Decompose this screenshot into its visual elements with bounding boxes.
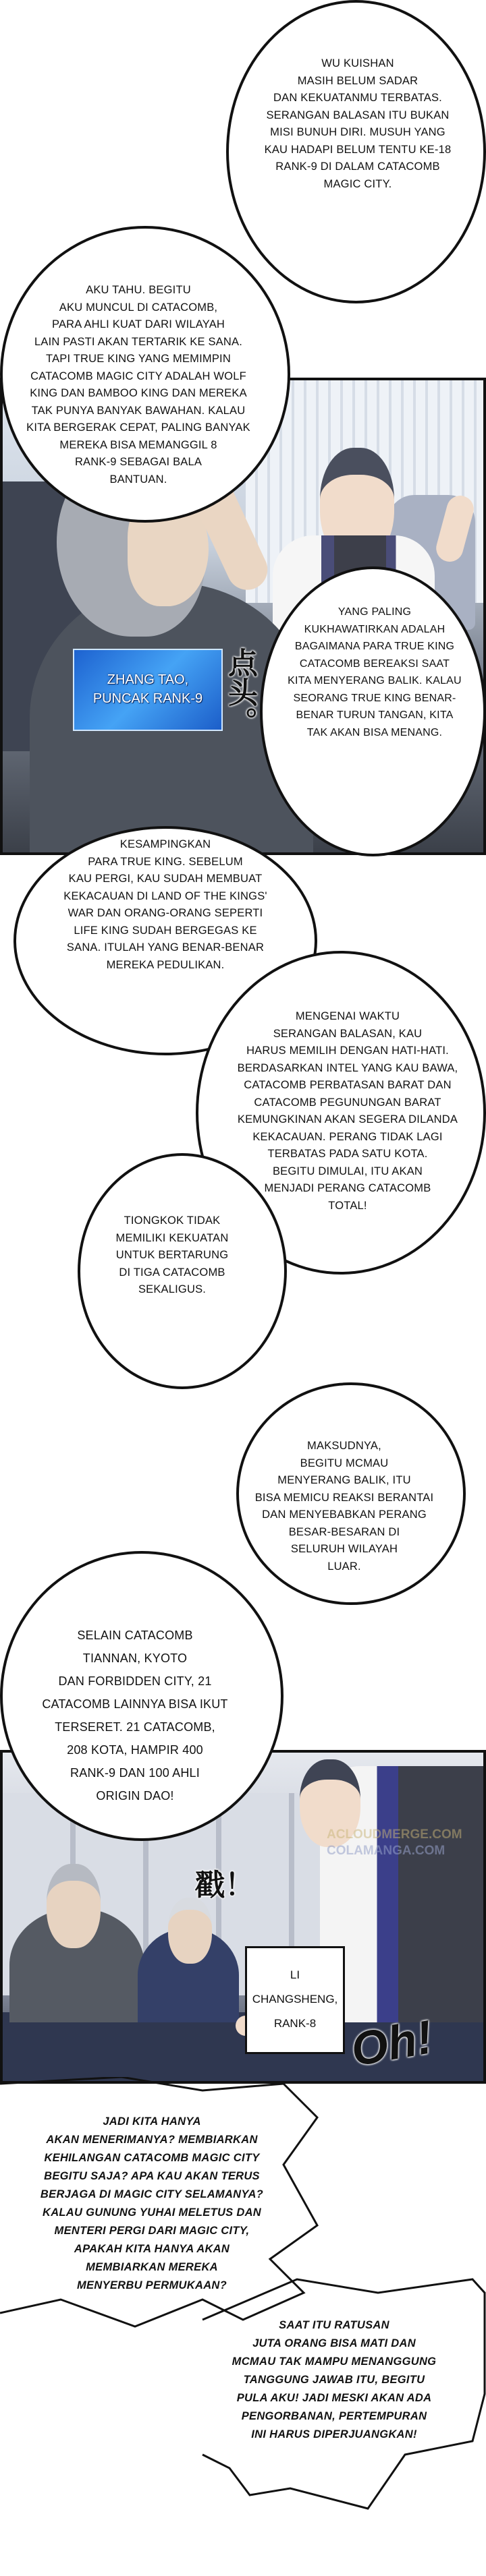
caption-li-changsheng bbox=[245, 1946, 345, 2054]
speech-text-aku-tahu: AKU TAHU. BEGITU AKU MUNCUL DI CATACOMB, PARA AHLI KUAT DARI WILAYAH LAIN PASTI AKAN TERTARIK KE SANA. TAPI TRUE KING YANG MEMIMPIN CATACOMB MAGIC CITY ADALAH WOLF KING DAN BAMBOO KING DAN MEREKA TAK PUNYA BANYAK BAWAHAN. KALAU KITA BERGERAK CEPAT, PALING BANYAK MEREKA BISA MEMANGGIL 8 RANK-9 SEBAGAI BALA BANTUAN. bbox=[26, 284, 250, 486]
speech-text-wu-kuishan: WU KUISHAN MASIH BELUM SADAR DAN KEKUATANMU TERBATAS. SERANGAN BALASAN ITU BUKAN MISI BUNUH DIRI. MUSUH YANG KAU HADAPI BELUM TENTU KE-18 RANK-9 DI DALAM CATACOMB MAGIC CITY. bbox=[264, 57, 452, 190]
gray-hair-man-head bbox=[47, 1864, 101, 1948]
sfx-oh: Oh! bbox=[347, 2010, 437, 2076]
speech-text-kesampingkan: KESAMPINGKAN PARA TRUE KING. SEBELUM KAU PERGI, KAU SUDAH MEMBUAT KEKACAUAN DI LAND OF THE KINGS' WAR DAN ORANG-ORANG SEPERTI LIFE KING SUDAH BERGEGAS KE SANA. ITULAH YANG BENAR-BENAR MEREKA PEDULIKAN. bbox=[63, 838, 267, 971]
li-changsheng-head bbox=[168, 1898, 212, 1964]
speech-text-selain: SELAIN CATACOMB TIANNAN, KYOTO DAN FORBIDDEN CITY, 21 CATACOMB LAINNYA BISA IKUT TERSERET. 21 CATACOMB, 208 KOTA, HAMPIR 400 RANK-9 DAN 100 AHLI ORIGIN DAO! bbox=[42, 1629, 228, 1803]
watermark bbox=[327, 1827, 475, 1859]
watermark-line-2: COLAMANGA.COM bbox=[327, 1844, 446, 1858]
speech-text-maksudnya: MAKSUDNYA, BEGITU MCMAU MENYERANG BALIK, ITU BISA MEMICU REAKSI BERANTAI DAN MENYEBABKAN PERANG BESAR-BESARAN DI SELURUH WILAYAH LUAR. bbox=[254, 1440, 434, 1573]
watermark-line-1: ACLOUDMERGE.COM bbox=[327, 1827, 462, 1842]
speech-text-saat-itu: SAAT ITU RATUSAN JUTA ORANG BISA MATI DAN MCMAU TAK MAMPU MENANGGUNG TANGGUNG JAWAB ITU, BEGITU PULA AKU! JADI MESKI AKAN ADA PENGORBANAN, PERTEMPURAN INI HARUS DIPERJUANGKAN! bbox=[232, 2319, 437, 2440]
speech-text-tiongkok: TIONGKOK TIDAK MEMILIKI KEKUATAN UNTUK BERTARUNG DI TIGA CATACOMB SEKALIGUS. bbox=[115, 1214, 229, 1295]
caption-li-changsheng-text: LI CHANGSHENG, RANK-8 bbox=[252, 1968, 338, 2030]
caption-zhang-tao bbox=[73, 649, 223, 731]
caption-zhang-tao-text: ZHANG TAO, PUNCAK RANK-9 bbox=[92, 672, 203, 706]
speech-text-jadi-kita: JADI KITA HANYA AKAN MENERIMANYA? MEMBIARKAN KEHILANGAN CATACOMB MAGIC CITY BEGITU SAJA? APA KAU AKAN TERUS BERJAGA DI MAGIC CITY SELAMANYA? KALAU GUNUNG YUHAI MELETUS DAN MENTERI PERGI DARI MAGIC CITY, APAKAH KITA HANYA AKAN MEMBIARKAN MEREKA MENYERBU PERMUKAAN? bbox=[40, 2115, 264, 2291]
sfx-poke: 戳！ bbox=[195, 1869, 254, 1902]
sfx-nod: 点头。 bbox=[223, 647, 256, 736]
speech-text-yang-paling: YANG PALING KUKHAWATIRKAN ADALAH BAGAIMANA PARA TRUE KING CATACOMB BEREAKSI SAAT KITA MENYERANG BALIK. KALAU SEORANG TRUE KING BENAR- BENAR TURUN TANGAN, KITA TAK AKAN BISA MENANG. bbox=[288, 606, 462, 738]
speech-text-mengenai-waktu: MENGENAI WAKTU SERANGAN BALASAN, KAU HARUS MEMILIH DENGAN HATI-HATI. BERDASARKAN INTEL YANG KAU BAWA, CATACOMB PERBATASAN BARAT DAN CATACOMB PEGUNUNGAN BARAT KEMUNGKINAN AKAN SEGERA DILANDA KEKACAUAN. PERANG TIDAK LAGI TERBATAS PADA SATU KOTA. BEGITU DIMULAI, ITU AKAN MENJADI PERANG CATACOMB TOTAL! bbox=[237, 1010, 458, 1212]
